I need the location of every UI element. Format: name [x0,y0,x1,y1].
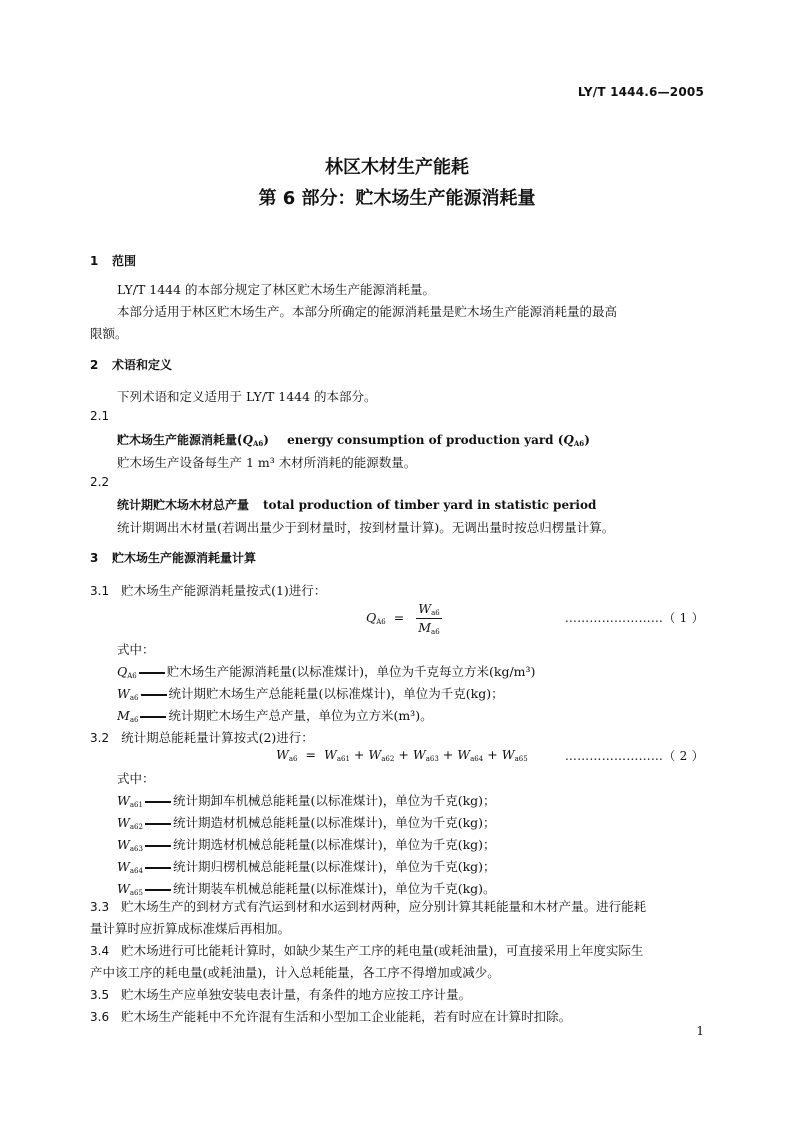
variable-subscript: a61 [129,801,143,809]
variable-definition [117,791,496,809]
em-dash [139,672,165,674]
variable-subscript: A6 [127,672,137,680]
variable-symbol: W [117,815,130,830]
document-subtitle: 第 6 部分：贮木场生产能源消耗量 [258,188,536,209]
formula-terms [324,747,536,762]
variable-subscript: a6 [129,694,139,702]
clause-continued: 产中该工序的耗电量(或耗油量)，计入总耗能量，各工序不得增加或减少。 [90,965,500,980]
variable-definition [117,706,433,724]
clause-3-2 [90,728,314,746]
variable-subscript: a65 [129,889,143,897]
variable-text: 统计期装车机械总能耗量(以标准煤计)，单位为千克(kg)。 [172,881,496,896]
plus-sign: + [353,747,365,762]
em-dash [145,823,171,825]
variable-text: 统计期归楞机械总能耗量(以标准煤计)，单位为千克(kg)； [172,859,496,874]
denominator-symbol: M [418,620,432,635]
formula-term-symbol: W [323,747,337,762]
formula-symbol: W [276,747,289,762]
section-title: 贮木场生产能源消耗量计算 [112,551,257,565]
variable-definition [117,857,496,875]
em-dash [145,889,171,891]
clause-3-6 [90,1007,571,1025]
variable-definition [117,813,496,831]
document-title: 林区木材生产能耗 [325,157,469,178]
variable-text: 统计期造材机械总能耗量(以标准煤计)，单位为千克(kg)； [172,815,496,830]
term-definition: 贮木场生产设备每生产 1 m³ 木材所消耗的能源数量。 [117,455,417,470]
formula-term-symbol: W [412,747,426,762]
where-label: 式中： [117,771,155,786]
formula-subscript: A6 [376,618,386,626]
equals-sign: = [305,747,316,762]
equals-sign: = [393,610,405,625]
em-dash [140,716,166,718]
section-number: 2 [90,358,99,372]
em-dash [145,801,171,803]
variable-text: 贮木场生产能源消耗量(以标准煤计)，单位为千克每立方米(kg/m³) [166,664,536,679]
variable-symbol: W [117,793,130,808]
paragraph: 本部分适用于林区贮木场生产。本部分所确定的能源消耗量是贮木场生产能源消耗量的最高 [117,304,618,319]
term-cn: 贮木场生产能源消耗量( [117,433,243,447]
clause-number: 2.2 [90,475,110,489]
term-subscript-en: A6 [573,439,585,448]
formula-term-symbol: W [368,747,382,762]
term-en: energy consumption of production yard ( [287,433,564,447]
section-number: 1 [90,254,99,268]
clause-text: 贮木场进行可比能耗计算时，如缺少某生产工序的耗电量(或耗油量)，可直接采用上年度实际生 [121,943,644,958]
fraction-numerator [416,601,442,619]
variable-symbol: M [117,708,130,723]
formula-term-subscript: a63 [425,755,439,763]
formula-term-subscript: a65 [514,755,528,763]
term-entry [117,431,590,448]
paragraph: LY/T 1444 的本部分规定了林区贮木场生产能源消耗量。 [117,282,436,297]
clause-number: 3.6 [90,1010,110,1024]
term-subscript: A6 [252,439,264,448]
section-3-heading [90,549,256,566]
variable-text: 统计期选材机械总能耗量(以标准煤计)，单位为千克(kg)； [172,837,496,852]
clause-number: 3.3 [90,900,110,914]
clause-number: 3.4 [90,944,110,958]
plus-sign: + [487,747,498,762]
term-paren-en: ) [584,433,590,447]
variable-symbol: Q [117,664,128,679]
equation-number-1: ……………………（ 1 ） [564,611,704,625]
variable-subscript: a62 [129,823,143,831]
variable-definition [117,835,496,853]
clause-number: 3.1 [90,584,110,598]
variable-subscript: a6 [129,716,139,724]
clause-continued: 量计算时应折算成标准煤后再相加。 [90,921,291,936]
clause-number: 3.2 [90,731,110,745]
em-dash [145,867,171,869]
variable-definition [117,684,504,702]
fraction [416,601,442,636]
clause-text: 统计期总能耗量计算按式(2)进行： [121,730,314,745]
variable-text: 统计期贮木场生产总能耗量(以标准煤计)，单位为千克(kg)； [168,686,504,701]
clause-3-5 [90,985,471,1003]
clause-number: 3.5 [90,988,110,1002]
formula-term-symbol: W [501,747,515,762]
variable-subscript: a63 [129,845,143,853]
variable-symbol: W [117,837,130,852]
where-label: 式中： [117,642,155,657]
variable-definition [117,662,535,680]
section-1-heading [90,252,136,269]
em-dash [145,845,171,847]
formula-term-subscript: a61 [336,755,350,763]
formula-symbol: Q [366,610,377,625]
section-number: 3 [90,551,99,565]
term-entry [117,496,596,513]
formula-term-symbol: W [457,747,471,762]
term-paren: ) [263,433,269,447]
section-title: 术语和定义 [112,358,173,372]
formula-term-subscript: a62 [381,755,395,763]
equation-number-2: ……………………（ 2 ） [564,749,704,763]
page-number: 1 [696,1024,704,1038]
formula-subscript: a6 [288,755,298,763]
clause-3-4 [90,941,643,959]
term-symbol-en: Q [563,433,574,447]
clause-text: 贮木场生产能耗中不允许混有生活和小型加工企业能耗，若有时应在计算时扣除。 [121,1009,572,1024]
denominator-subscript: a6 [431,628,440,636]
plus-sign: + [442,747,454,762]
fraction-denominator [416,619,442,636]
variable-text: 统计期贮木场生产总产量，单位为立方米(m³)。 [168,708,433,723]
paragraph-continued: 限额。 [90,326,128,341]
variable-subscript: a64 [129,867,143,875]
paragraph: 下列术语和定义适用于 LY/T 1444 的本部分。 [117,389,377,404]
formula-1 [366,601,442,636]
clause-text: 贮木场生产的到材方式有汽运到材和水运到材两种，应分别计算其耗能量和木材产量。进行能耗 [121,899,647,914]
clause-text: 贮木场生产应单独安装电表计量，有条件的地方应按工序计量。 [121,987,472,1002]
variable-symbol: W [117,859,130,874]
term-symbol: Q [242,433,253,447]
variable-text: 统计期卸车机械总能耗量(以标准煤计)，单位为千克(kg)； [172,793,496,808]
plus-sign: + [398,747,409,762]
variable-symbol: W [117,686,130,701]
section-title: 范围 [112,254,137,268]
formula-2 [276,747,536,763]
numerator-symbol: W [418,601,432,616]
clause-number: 2.1 [90,409,110,423]
em-dash [141,694,167,696]
term-cn: 统计期贮木场木材总产量 [117,498,250,512]
formula-term-subscript: a64 [470,755,484,763]
term-definition: 统计期调出木材量(若调出量少于到材量时，按到材量计算)。无调出量时按总归楞量计算。 [117,520,615,535]
clause-3-3 [90,897,646,915]
clause-text: 贮木场生产能源消耗量按式(1)进行： [121,583,327,598]
clause-3-1 [90,581,326,599]
numerator-subscript: a6 [431,609,440,617]
standard-number: LY/T 1444.6—2005 [577,85,704,99]
variable-symbol: W [117,881,130,896]
section-2-heading [90,356,172,373]
term-en: total production of timber yard in statistic period [263,498,597,512]
variable-definition [117,879,496,897]
